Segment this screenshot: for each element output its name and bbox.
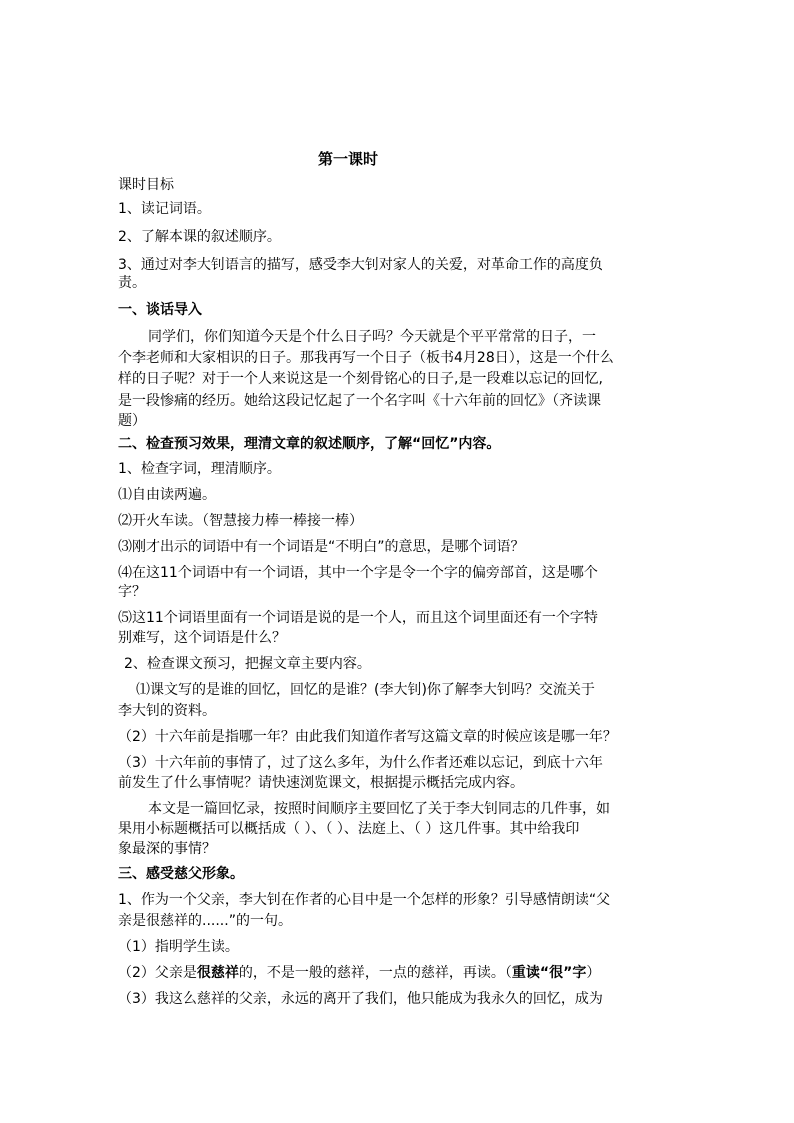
- emphasis-text: 很慈祥: [196, 965, 239, 981]
- paragraph-line: 李大钊的资料。: [118, 703, 216, 719]
- paragraph-line: 同学们，你们知道今天是个什么日子吗？今天就是个平平常常的日子，一: [148, 329, 596, 345]
- text-segment: ）: [586, 965, 601, 981]
- section-heading: 一、谈话导入: [118, 302, 202, 318]
- paragraph-line: 1、读记词语。: [118, 201, 211, 217]
- paragraph-line: ⑶刚才出示的词语中有一个词语是“不明白”的意思，是哪个词语？: [118, 539, 525, 555]
- paragraph-line: 果用小标题概括可以概括成（ ）、（ ）、法庭上、（ ）这几件事。其中给我印: [118, 821, 580, 837]
- paragraph-line: ⑴自由读两遍。: [118, 487, 216, 503]
- paragraph-line: 3、通过对李大钊语言的描写，感受李大钊对家人的关爱，对革命工作的高度负: [118, 257, 603, 273]
- section-heading: 二、检查预习效果，理清文章的叙述顺序，了解“回忆”内容。: [118, 436, 501, 452]
- paragraph-line: 亲是很慈祥的......”的一句。: [118, 913, 292, 929]
- paragraph-line: 样的日子呢？对于一个人来说这是一个刻骨铭心的日子,是一段难以忘记的回忆,: [118, 371, 603, 387]
- text-segment: （2）父亲是: [118, 965, 197, 981]
- paragraph-line: （1）指明学生读。: [118, 939, 239, 955]
- emphasis-text: 重读“很”字: [511, 965, 587, 981]
- page-title: 第一课时: [318, 150, 379, 168]
- paragraph-line: 2、了解本课的叙述顺序。: [118, 229, 281, 245]
- paragraph-line: （2）十六年前是指哪一年？由此我们知道作者写这篇文章的时候应该是哪一年？: [118, 729, 617, 745]
- paragraph-line: 个李老师和大家相识的日子。那我再写一个日子（板书4月28日），这是一个什么: [118, 350, 614, 366]
- paragraph-line: 2、检查课文预习，把握文章主要内容。: [124, 656, 371, 672]
- paragraph-line: ⑷在这11个词语中有一个词语，其中一个字是令一个字的偏旁部首，这是哪个: [118, 565, 598, 581]
- paragraph-line: 是一段惨痛的经历。她给这段记忆起了一个名字叫《十六年前的回忆》（齐读课: [118, 393, 601, 409]
- paragraph-line: ⑵开火车读。（智慧接力棒一棒接一棒）: [118, 513, 363, 529]
- section-heading: 三、感受慈父形象。: [118, 866, 244, 882]
- paragraph-line: 本文是一篇回忆录，按照时间顺序主要回忆了关于李大钊同志的几件事，如: [148, 801, 610, 817]
- paragraph-line: ⑸这11个词语里面有一个词语是说的是一个人，而且这个词里面还有一个字特: [118, 610, 598, 626]
- paragraph-line: 责。: [118, 275, 146, 291]
- paragraph-line: （3）我这么慈祥的父亲，永远的离开了我们，他只能成为我永久的回忆，成为: [118, 991, 603, 1007]
- paragraph-line: 字？: [118, 584, 146, 600]
- paragraph-line: 象最深的事情？: [118, 841, 216, 857]
- text-segment: 的，不是一般的慈祥，一点的慈祥，再读。（: [238, 965, 512, 981]
- paragraph-line: [118, 964, 600, 982]
- paragraph-line: 别难写，这个词语是什么？: [118, 630, 286, 646]
- paragraph-line: ⑴课文写的是谁的回忆，回忆的是谁？(李大钊)你了解李大钊吗？交流关于: [136, 682, 595, 698]
- section-label: 课时目标: [118, 177, 174, 193]
- paragraph-line: （3）十六年前的事情了，过了这么多年，为什么作者还难以忘记，到底十六年: [118, 755, 603, 771]
- paragraph-line: 1、作为一个父亲，李大钊在作者的心目中是一个怎样的形象？引导感情朗读“父: [118, 892, 611, 908]
- paragraph-line: 前发生了什么事情呢？请快速浏览课文，根据提示概括完成内容。: [118, 775, 524, 791]
- paragraph-line: 1、检查字词，理清顺序。: [118, 461, 281, 477]
- paragraph-line: 题）: [118, 413, 146, 429]
